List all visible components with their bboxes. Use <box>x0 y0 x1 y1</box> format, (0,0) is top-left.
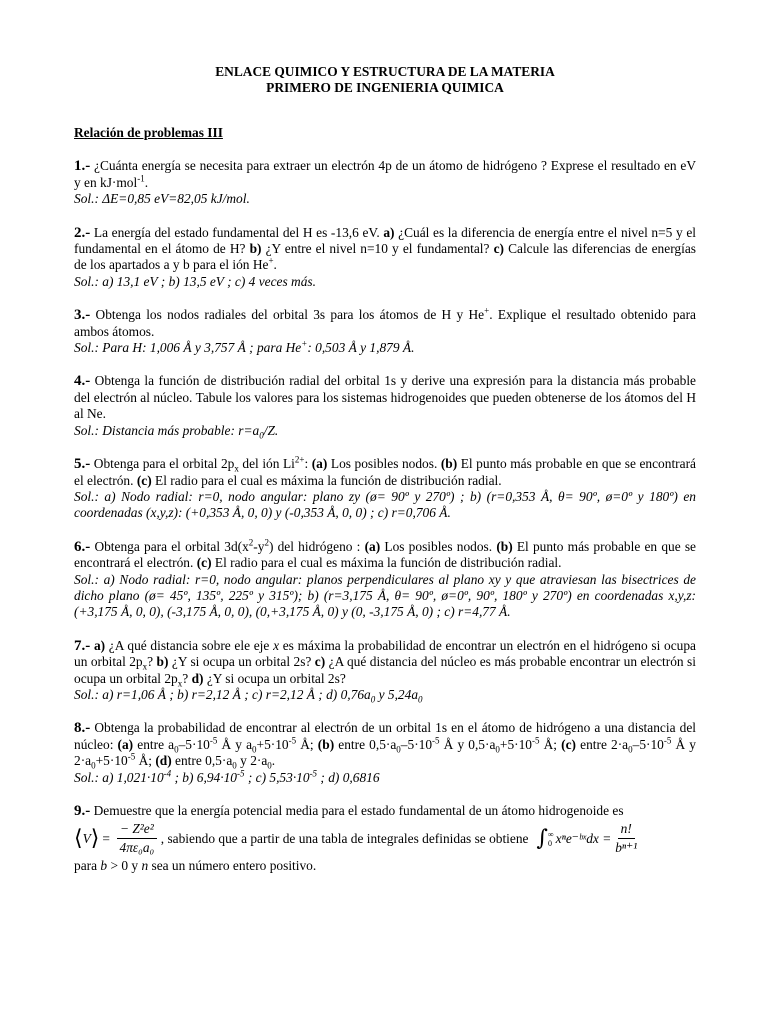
text: Demuestre que la energía potencial media para el estado fundamental de un átomo hidrogenoide es <box>90 803 624 818</box>
text: ; b) 6,94·10 <box>171 769 237 785</box>
problem-6-statement <box>74 539 696 572</box>
superscript: -5 <box>532 735 540 746</box>
problem-number: 1.- <box>74 158 91 175</box>
part-label: b) <box>156 654 169 670</box>
superscript: -5 <box>209 735 218 746</box>
text: . Explique el resultado obtenido para ambos átomos. <box>74 307 696 339</box>
text: ¿A qué distancia sobre ele eje <box>105 637 274 653</box>
problem-number: 6.- <box>74 538 91 555</box>
superscript: -1 <box>137 173 145 184</box>
integral-result-fraction <box>615 821 637 856</box>
superscript: -4 <box>163 768 172 779</box>
superscript: -5 <box>309 768 318 779</box>
text: Calcule las diferencias de energías de los apartados a y b para el ión He <box>74 241 696 273</box>
fraction-numerator: − Z²e² <box>117 821 157 838</box>
problem-number: 7.- <box>74 637 91 654</box>
part-label: (a) <box>117 736 134 752</box>
problem-3-solution <box>74 340 696 356</box>
problem-5-statement <box>74 456 696 489</box>
text: entre 0,5·a <box>334 736 397 752</box>
problem-5-solution: Sol.: a) Nodo radial: r=0, nodo angular: plano zy (ø= 90º y 270º) ; b) (r=0,353 Å, θ= 90º, ø=0º y 180º) en coordenadas (x,y,z): (+0,353 Å, 0, 0) y (-0,353 Å, 0, 0) ; c) r=0,706 Å. <box>74 488 696 521</box>
document-title: ENLACE QUIMICO Y ESTRUCTURA DE LA MATERIA <box>215 64 555 79</box>
document-subtitle: PRIMERO DE INGENIERIA QUIMICA <box>266 80 504 95</box>
part-label: c) <box>314 654 326 670</box>
text: El radio para el cual es máxima la función de distribución radial. <box>211 555 562 571</box>
text: del ión Li <box>238 456 295 472</box>
part-label: (b) <box>440 456 458 472</box>
text: +5·10 <box>95 753 128 769</box>
text: +5·10 <box>499 736 533 752</box>
problem-2-statement <box>74 225 696 274</box>
text: Å y 0,5·a <box>439 736 496 752</box>
text: Obtenga la función de distribución radial del orbital 1s y derive una expresión para la distancia más probable del electrón al núcleo. Tabule los valores para los sistemas hidrogenoides que pueden obtenerse de los átomos del H al Ne. <box>74 373 696 422</box>
text: ¿Y entre el nivel n=10 y el fundamental? <box>261 241 494 257</box>
text: Obtenga los nodos radiales del orbital 3s para los átomos de H y He <box>90 307 485 323</box>
superscript: 2 <box>248 537 254 548</box>
upper-limit: ∞ <box>547 829 554 839</box>
lower-limit: 0 <box>547 838 552 848</box>
text: ? <box>147 654 157 670</box>
part-label: a) <box>383 224 395 240</box>
part-label: a) <box>93 637 106 653</box>
text: Obtenga la probabilidad de encontrar al electrón de un orbital 1s en el átomo de hidrógeno a una distancia del núcleo: <box>74 720 696 752</box>
text: para <box>74 858 101 874</box>
text: -y <box>253 538 265 554</box>
text: y 2·a <box>236 753 268 769</box>
text: . <box>273 257 277 273</box>
variable: n <box>141 858 149 874</box>
text: ; c) 5,53·10 <box>244 769 310 785</box>
text: entre 2·a <box>576 736 629 752</box>
text: sea un número entero positivo. <box>148 858 317 874</box>
problem-9 <box>74 803 696 875</box>
problem-9-statement <box>74 803 696 819</box>
text: Los posibles nodos. <box>380 538 497 554</box>
problem-6-solution: Sol.: a) Nodo radial: r=0, nodo angular: planos perpendiculares al plano xy y que atraviesan las bisectrices de dicho plano (ø= 45º, 135º, 225º y 315º); b) (r=3,175 Å, θ= 90º, ø=0º, 90º, 180º y 270º) en coordenadas x,y,z:(+3,175 Å, 0, 0), (-3,175 Å, 0, 0), (0,+3,175 Å, 0) y (0, -3,175 Å, 0) ; c) r=4,77 Å. <box>74 571 696 620</box>
section-heading: Relación de problemas III <box>74 125 223 140</box>
problem-9-equation-line <box>74 821 696 856</box>
problem-4-solution <box>74 423 696 439</box>
subscript: 0 <box>232 760 237 771</box>
problem-number: 8.- <box>74 720 91 737</box>
text: Sol.: a) r=1,06 Å ; b) r=2,12 Å ; c) r=2,12 Å ; d) 0,76a <box>74 686 371 702</box>
fraction-denominator: bⁿ⁺¹ <box>615 839 638 855</box>
part-label: d) <box>191 670 204 686</box>
variable: V <box>82 830 91 846</box>
problem-4-statement <box>74 373 696 422</box>
problem-9-condition <box>74 858 696 874</box>
subscript: 0 <box>495 744 500 755</box>
part-label: (b) <box>317 736 335 752</box>
problem-3 <box>74 307 696 356</box>
superscript: -5 <box>663 735 672 746</box>
text: Å; <box>135 753 156 769</box>
document-page <box>74 64 696 875</box>
text: ¿A qué distancia del núcleo es más probable encontrar un electrón si ocupa un orbital 2p <box>74 654 696 686</box>
subscript: x <box>142 661 148 672</box>
text: ) del hidrógeno : <box>268 538 365 554</box>
problem-4 <box>74 373 696 439</box>
part-label: c) <box>493 241 504 257</box>
superscript: -5 <box>288 735 297 746</box>
text: –5·10 <box>400 736 433 752</box>
text: ? <box>182 670 192 686</box>
text: . <box>271 753 276 769</box>
text: +5·10 <box>256 736 289 752</box>
subscript: x <box>177 678 183 689</box>
part-label: b) <box>249 241 262 257</box>
problem-1-solution: Sol.: ΔE=0,85 eV=82,05 kJ/mol. <box>74 191 250 207</box>
text: Å y a <box>217 736 253 752</box>
subscript: 0 <box>259 430 264 441</box>
part-label: (b) <box>496 538 513 554</box>
superscript: + <box>268 255 274 266</box>
problem-number: 3.- <box>74 307 91 324</box>
problem-number: 9.- <box>74 803 91 819</box>
text: ¿Cuál es la diferencia de energía entre el nivel n=5 y el fundamental en el átomo de H? <box>74 224 697 257</box>
variable: x <box>273 637 280 653</box>
text: El punto más probable en que se encontrará el electrón. <box>74 456 696 488</box>
problem-8-statement <box>74 720 696 769</box>
problem-8-solution <box>74 770 696 786</box>
text: El punto más probable en que se encontrará el electrón. <box>74 538 696 571</box>
problem-1-statement <box>74 158 696 191</box>
superscript: -5 <box>127 751 136 762</box>
part-label: (c) <box>196 555 212 571</box>
problem-1 <box>74 158 696 207</box>
text: –5·10 <box>178 736 210 752</box>
text: Los posibles nodos. <box>327 456 441 472</box>
subscript: 0 <box>628 744 633 755</box>
right-angle-bracket: ⟩ <box>90 825 100 851</box>
superscript: + <box>301 338 308 349</box>
subscript: 0 <box>252 744 257 755</box>
text: Sol.: Distancia más probable: r=a <box>74 422 260 438</box>
problem-7 <box>74 638 696 704</box>
subscript: 0 <box>370 694 376 705</box>
variable: b <box>100 858 108 874</box>
text: entre 0,5·a <box>171 753 233 769</box>
problem-number: 4.- <box>74 373 91 390</box>
text: El radio para el cual es máxima la función de distribución radial. <box>151 472 502 488</box>
text: Å; <box>296 736 318 752</box>
text: : <box>304 456 312 472</box>
part-label: (c) <box>561 736 577 752</box>
part-label: (a) <box>311 456 328 472</box>
integrand: xⁿe⁻ᵇˣdx = <box>555 830 612 846</box>
text: /Z. <box>263 422 279 438</box>
part-label: (c) <box>136 472 152 488</box>
text: : 0,503 Å y 1,879 Å. <box>307 340 415 356</box>
superscript: -5 <box>432 735 440 746</box>
fraction-numerator: n! <box>618 821 635 838</box>
text: es máxima la probabilidad de encontrar un electrón en el hidrógeno si ocupa un orbital 2p <box>74 637 696 670</box>
text: Obtenga para el orbital 2p <box>90 456 235 472</box>
problem-3-statement <box>74 307 696 340</box>
superscript: 2+ <box>294 454 305 465</box>
problem-8 <box>74 720 696 786</box>
text: ¿Y si ocupa un orbital 2s? <box>168 654 315 670</box>
text: . <box>144 174 149 190</box>
text: La energía del estado fundamental del H es -13,6 eV. <box>90 224 384 240</box>
text: Å y 2·a <box>74 736 696 769</box>
text: y 5,24a <box>375 686 419 702</box>
equals-sign: = <box>102 830 110 846</box>
problem-7-solution <box>74 687 696 703</box>
part-label: (a) <box>364 538 381 554</box>
superscript: + <box>484 305 490 316</box>
problem-6 <box>74 539 696 621</box>
problem-2-solution: Sol.: a) 13,1 eV ; b) 13,5 eV ; c) 4 veces más. <box>74 273 316 289</box>
superscript: -5 <box>236 768 245 779</box>
potential-energy-fraction <box>117 821 157 856</box>
problem-number: 5.- <box>74 456 91 473</box>
part-label: (d) <box>155 753 172 769</box>
text: Obtenga para el orbital 3d(x <box>90 538 249 554</box>
text: –5·10 <box>632 736 664 752</box>
text: ¿Cuánta energía se necesita para extraer un electrón 4p de un átomo de hidrógeno ? Exprese el resultado en eV y en kJ·mol <box>74 158 696 190</box>
text: > 0 y <box>107 858 142 874</box>
integral-sign: ∫ <box>536 825 548 851</box>
problem-2 <box>74 225 696 291</box>
problem-7-statement <box>74 638 696 687</box>
integral-limits <box>548 830 554 848</box>
text: , sabiendo que a partir de una tabla de integrales definidas se obtiene <box>160 830 529 846</box>
subscript: x <box>234 463 239 474</box>
subscript: 0 <box>267 760 272 771</box>
problem-number: 2.- <box>74 224 91 241</box>
subscript: 0 <box>174 744 179 755</box>
text: ¿Y si ocupa un orbital 2s? <box>203 670 346 686</box>
fraction-denominator: 4πε₀a₀ <box>119 839 155 855</box>
text: ; d) 0,6816 <box>317 769 380 785</box>
subscript: 0 <box>396 744 401 755</box>
text: Å; <box>539 736 558 752</box>
text: entre a <box>133 736 175 752</box>
subscript: 0 <box>91 760 96 771</box>
text: Sol.: Para H: 1,006 Å y 3,757 Å ; para He <box>74 340 302 356</box>
subscript: 0 <box>418 694 423 705</box>
left-angle-bracket: ⟨ <box>74 825 83 851</box>
text: Sol.: a) 1,021·10 <box>74 769 164 785</box>
problem-5 <box>74 456 696 522</box>
superscript: 2 <box>264 537 269 548</box>
